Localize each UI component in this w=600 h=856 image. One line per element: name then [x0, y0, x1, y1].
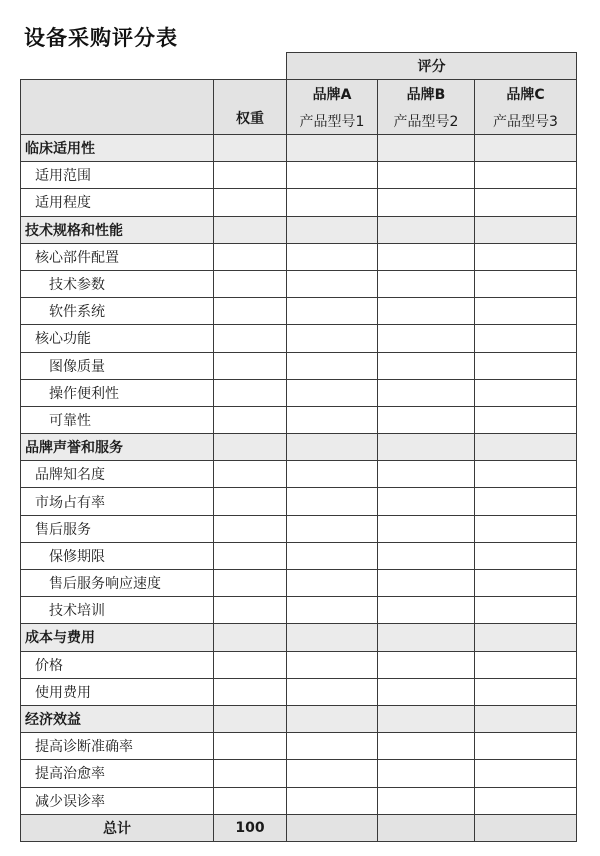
weight-cell[interactable] — [214, 733, 287, 760]
weight-cell[interactable] — [214, 760, 287, 787]
score-c-cell[interactable] — [475, 189, 577, 216]
score-c-cell[interactable] — [475, 787, 577, 814]
weight-cell[interactable] — [214, 515, 287, 542]
criterion-row — [21, 542, 577, 569]
score-a-cell[interactable] — [287, 270, 378, 297]
criterion-row — [21, 488, 577, 515]
score-b-cell[interactable] — [378, 189, 475, 216]
score-group-header: 评分 — [287, 53, 577, 80]
total-label: 总计 — [21, 814, 214, 841]
score-c-cell[interactable] — [475, 135, 577, 162]
brand-row — [21, 80, 577, 109]
criterion-row — [21, 461, 577, 488]
score-c-cell[interactable] — [475, 488, 577, 515]
weight-cell[interactable] — [214, 542, 287, 569]
score-b-cell[interactable] — [378, 678, 475, 705]
weight-cell[interactable] — [214, 434, 287, 461]
criterion-label: 适用范围 — [21, 162, 214, 189]
score-c-cell[interactable] — [475, 678, 577, 705]
score-c-cell[interactable] — [475, 216, 577, 243]
score-a-cell[interactable] — [287, 651, 378, 678]
criterion-row — [21, 733, 577, 760]
score-c-cell[interactable] — [475, 542, 577, 569]
criterion-row — [21, 270, 577, 297]
score-a-cell[interactable] — [287, 624, 378, 651]
score-b-cell[interactable] — [378, 570, 475, 597]
score-a-cell[interactable] — [287, 542, 378, 569]
score-a-cell[interactable] — [287, 243, 378, 270]
score-a-cell[interactable] — [287, 325, 378, 352]
criterion-row — [21, 787, 577, 814]
model-c-header: 产品型号3 — [475, 108, 577, 135]
weight-header: 权重 — [214, 80, 287, 135]
score-a-cell[interactable] — [287, 733, 378, 760]
criterion-row — [21, 379, 577, 406]
criterion-row — [21, 678, 577, 705]
blank-corner-cell — [21, 53, 287, 80]
score-b-cell[interactable] — [378, 243, 475, 270]
criterion-row — [21, 189, 577, 216]
score-b-cell[interactable] — [378, 515, 475, 542]
score-a-cell[interactable] — [287, 461, 378, 488]
score-c-cell[interactable] — [475, 651, 577, 678]
weight-cell[interactable] — [214, 135, 287, 162]
score-a-cell[interactable] — [287, 162, 378, 189]
score-b-cell[interactable] — [378, 379, 475, 406]
score-c-cell[interactable] — [475, 733, 577, 760]
score-b-cell[interactable] — [378, 787, 475, 814]
score-c-cell[interactable] — [475, 434, 577, 461]
score-c-cell[interactable] — [475, 243, 577, 270]
score-a-cell[interactable] — [287, 570, 378, 597]
score-c-cell[interactable] — [475, 379, 577, 406]
score-c-cell[interactable] — [475, 406, 577, 433]
category-label: 经济效益 — [21, 705, 214, 732]
criterion-row — [21, 760, 577, 787]
weight-cell[interactable] — [214, 651, 287, 678]
brand-c-header: 品牌C — [475, 80, 577, 109]
criterion-label: 市场占有率 — [21, 488, 214, 515]
criterion-row — [21, 651, 577, 678]
criterion-label: 减少误诊率 — [21, 787, 214, 814]
criterion-label: 技术参数 — [21, 270, 214, 297]
score-a-cell[interactable] — [287, 406, 378, 433]
criterion-label: 品牌知名度 — [21, 461, 214, 488]
score-b-cell[interactable] — [378, 135, 475, 162]
score-c-cell[interactable] — [475, 570, 577, 597]
scoring-table — [20, 52, 577, 842]
score-b-cell[interactable] — [378, 216, 475, 243]
category-row — [21, 705, 577, 732]
score-b-cell[interactable] — [378, 406, 475, 433]
criterion-label: 可靠性 — [21, 406, 214, 433]
criterion-label: 技术培训 — [21, 597, 214, 624]
score-b-cell[interactable] — [378, 488, 475, 515]
criterion-row — [21, 298, 577, 325]
criterion-label: 软件系统 — [21, 298, 214, 325]
criterion-label: 价格 — [21, 651, 214, 678]
criterion-label: 提高诊断准确率 — [21, 733, 214, 760]
score-c-cell[interactable] — [475, 270, 577, 297]
criterion-label: 操作便利性 — [21, 379, 214, 406]
total-score-a-cell[interactable] — [287, 814, 378, 841]
score-b-cell[interactable] — [378, 352, 475, 379]
weight-cell[interactable] — [214, 461, 287, 488]
weight-cell[interactable] — [214, 570, 287, 597]
score-b-cell[interactable] — [378, 624, 475, 651]
weight-cell[interactable] — [214, 624, 287, 651]
score-a-cell[interactable] — [287, 216, 378, 243]
score-c-cell[interactable] — [475, 760, 577, 787]
score-c-cell[interactable] — [475, 597, 577, 624]
criterion-row — [21, 597, 577, 624]
score-a-cell[interactable] — [287, 298, 378, 325]
score-a-cell[interactable] — [287, 678, 378, 705]
criteria-rows — [21, 135, 577, 815]
criterion-label: 保修期限 — [21, 542, 214, 569]
criterion-row — [21, 243, 577, 270]
score-c-cell[interactable] — [475, 461, 577, 488]
score-b-cell[interactable] — [378, 461, 475, 488]
brand-a-header: 品牌A — [287, 80, 378, 109]
weight-cell[interactable] — [214, 787, 287, 814]
weight-cell[interactable] — [214, 243, 287, 270]
score-c-cell[interactable] — [475, 515, 577, 542]
weight-cell[interactable] — [214, 705, 287, 732]
category-row — [21, 434, 577, 461]
score-a-cell[interactable] — [287, 135, 378, 162]
score-b-cell[interactable] — [378, 298, 475, 325]
score-b-cell[interactable] — [378, 325, 475, 352]
score-c-cell[interactable] — [475, 705, 577, 732]
weight-cell[interactable] — [214, 597, 287, 624]
weight-cell[interactable] — [214, 352, 287, 379]
score-a-cell[interactable] — [287, 760, 378, 787]
criterion-label: 核心部件配置 — [21, 243, 214, 270]
score-a-cell[interactable] — [287, 379, 378, 406]
weight-cell[interactable] — [214, 216, 287, 243]
weight-cell[interactable] — [214, 325, 287, 352]
score-c-cell[interactable] — [475, 298, 577, 325]
weight-cell[interactable] — [214, 189, 287, 216]
weight-cell[interactable] — [214, 162, 287, 189]
score-c-cell[interactable] — [475, 162, 577, 189]
score-a-cell[interactable] — [287, 705, 378, 732]
criterion-row — [21, 325, 577, 352]
score-a-cell[interactable] — [287, 352, 378, 379]
criterion-label: 售后服务响应速度 — [21, 570, 214, 597]
total-score-c-cell[interactable] — [475, 814, 577, 841]
category-row — [21, 216, 577, 243]
category-label: 成本与费用 — [21, 624, 214, 651]
criterion-row — [21, 406, 577, 433]
weight-cell[interactable] — [214, 379, 287, 406]
score-b-cell[interactable] — [378, 434, 475, 461]
score-a-cell[interactable] — [287, 189, 378, 216]
category-row — [21, 135, 577, 162]
weight-cell[interactable] — [214, 270, 287, 297]
criterion-label: 提高治愈率 — [21, 760, 214, 787]
weight-cell[interactable] — [214, 298, 287, 325]
score-b-cell[interactable] — [378, 542, 475, 569]
total-score-b-cell[interactable] — [378, 814, 475, 841]
score-b-cell[interactable] — [378, 270, 475, 297]
score-b-cell[interactable] — [378, 705, 475, 732]
weight-cell[interactable] — [214, 406, 287, 433]
score-a-cell[interactable] — [287, 597, 378, 624]
criterion-row — [21, 515, 577, 542]
score-b-cell[interactable] — [378, 597, 475, 624]
score-c-cell[interactable] — [475, 624, 577, 651]
score-b-cell[interactable] — [378, 651, 475, 678]
category-label: 临床适用性 — [21, 135, 214, 162]
model-b-header: 产品型号2 — [378, 108, 475, 135]
criterion-row — [21, 352, 577, 379]
weight-cell[interactable] — [214, 678, 287, 705]
score-a-cell[interactable] — [287, 515, 378, 542]
category-row — [21, 624, 577, 651]
brand-b-header: 品牌B — [378, 80, 475, 109]
total-row — [21, 814, 577, 841]
criterion-label: 使用费用 — [21, 678, 214, 705]
page-title: 设备采购评分表 — [24, 26, 178, 50]
score-a-cell[interactable] — [287, 488, 378, 515]
criterion-label: 适用程度 — [21, 189, 214, 216]
criterion-label: 核心功能 — [21, 325, 214, 352]
criterion-label: 图像质量 — [21, 352, 214, 379]
score-b-cell[interactable] — [378, 733, 475, 760]
category-label: 技术规格和性能 — [21, 216, 214, 243]
category-label: 品牌声誉和服务 — [21, 434, 214, 461]
criterion-label: 售后服务 — [21, 515, 214, 542]
criteria-header-cell — [21, 80, 214, 135]
score-a-cell[interactable] — [287, 787, 378, 814]
criterion-row — [21, 162, 577, 189]
total-weight-value: 100 — [214, 814, 287, 841]
model-a-header: 产品型号1 — [287, 108, 378, 135]
score-b-cell[interactable] — [378, 162, 475, 189]
score-c-cell[interactable] — [475, 325, 577, 352]
score-a-cell[interactable] — [287, 434, 378, 461]
criterion-row — [21, 570, 577, 597]
score-group-row — [21, 53, 577, 80]
score-b-cell[interactable] — [378, 760, 475, 787]
score-c-cell[interactable] — [475, 352, 577, 379]
weight-cell[interactable] — [214, 488, 287, 515]
